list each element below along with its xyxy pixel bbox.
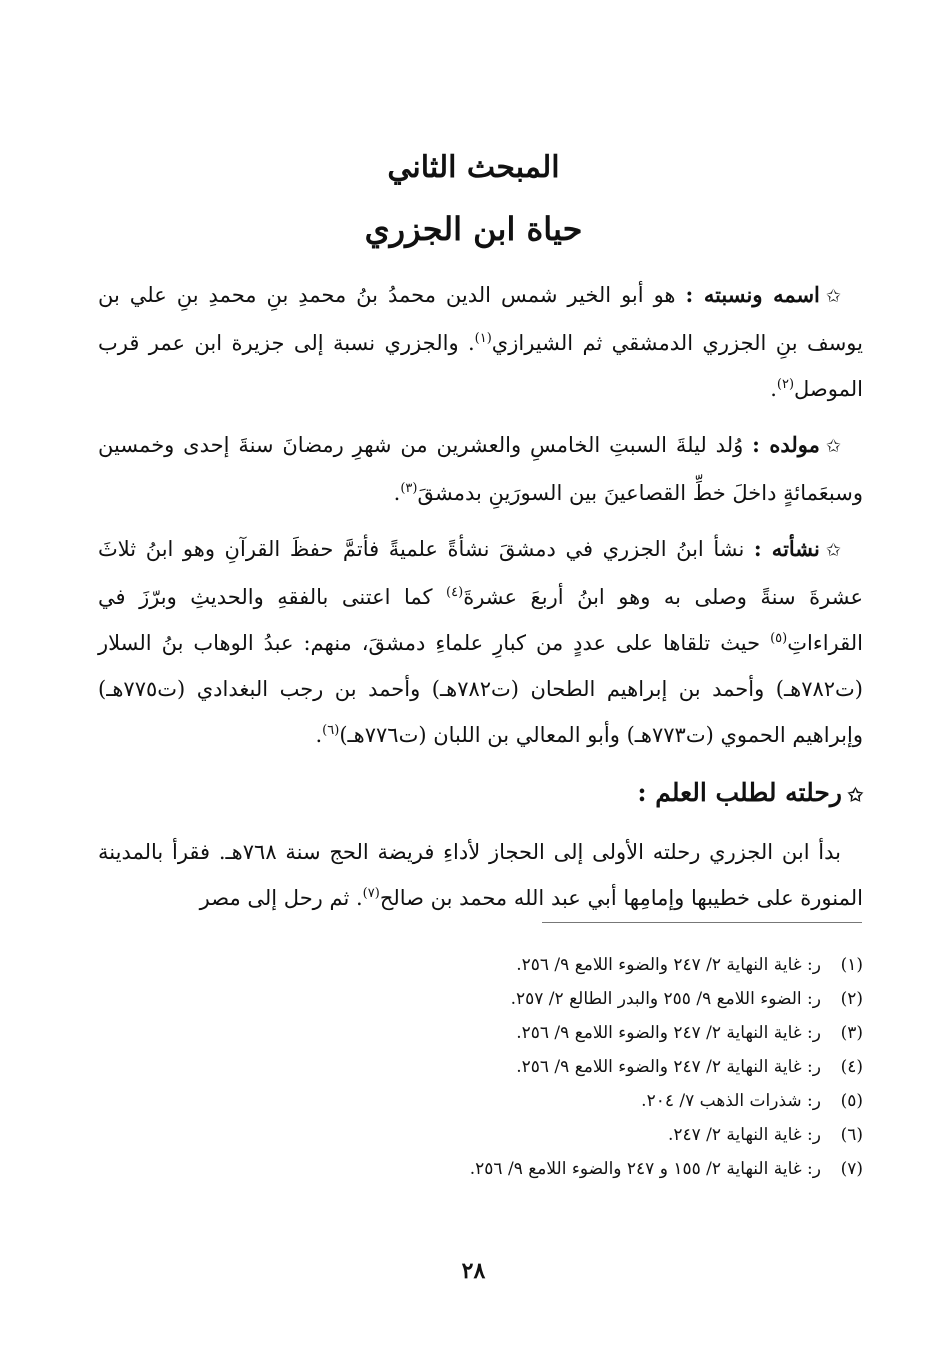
footnote-number: (٢) [840,989,863,1009]
chapter-subtitle: حياة ابن الجزري [364,210,583,248]
footnote-text: ر: غاية النهاية ٢/ ٢٤٧ والضوء اللامع ٩/ ٢٥٦. [516,1057,821,1077]
text-segment: نشأ ابنُ الجزري في دمشقَ نشأةً علميةً فأتمَّ حفظَ القرآنِ وهو ابنُ ثلاثَ عشرةَ سنةً وصلى به وهو ابنُ أربعَ عشرةَ [98,537,863,609]
chapter-title: المبحث الثاني [387,150,560,185]
footnote-item [343,982,863,1016]
footnote-ref-2[interactable]: (٢) [776,377,795,392]
footnote-number: (٤) [840,1057,863,1077]
footnote-item [343,1084,863,1118]
footnote-number: (١) [840,955,863,975]
footnote-text: ر: شذرات الذهب ٧/ ٢٠٤. [641,1091,821,1111]
footnote-item [343,1152,863,1186]
footnote-number: (٦) [840,1125,863,1145]
text-segment: كما اعتنى بالفقهِ والحديثِ وبرّزَ في القراءاتِ [98,585,863,655]
footnote-ref-3[interactable]: (٣) [400,481,418,496]
text-segment: . [315,723,323,747]
footnote-ref-6[interactable]: (٦) [322,723,340,738]
footnote-text: ر: غاية النهاية ٢/ ٢٤٧ والضوء اللامع ٩/ ٢٥٦. [516,1023,821,1043]
footnote-item [343,1016,863,1050]
lead-birth: مولده : [752,432,820,457]
footnotes-list [343,948,863,1186]
lead-upbringing: نشأته : [753,536,820,561]
text-segment: . ثم رحل إلى مصر [199,886,363,910]
text-segment: وُلد ليلةَ السبتِ الخامسِ والعشرين من شهرِ رمضانَ سنةَ إحدى وخمسين وسبعَمائةٍ داخلَ خطِّ القصاعينَ بين السورَينِ بدمشقَ [98,433,863,505]
footnote-text: ر: الضوء اللامع ٩/ ٢٥٥ والبدر الطالع ٢/ ٢٥٧. [510,989,821,1009]
lead-name-lineage: اسمه ونسبته : [685,282,820,307]
paragraph-birth [98,422,863,516]
star-icon: ✩ [825,540,841,561]
footnote-item [343,1118,863,1152]
text-segment: . والجزري نسبة إلى جزيرة ابن عمر قرب الموصل [98,331,863,401]
section-heading-journey [98,768,863,821]
text-segment: . [393,481,401,505]
footnote-ref-7[interactable]: (٧) [362,886,380,901]
footnote-number: (٧) [840,1159,863,1179]
footnote-text: ر: غاية النهاية ٢/ ٢٤٧ والضوء اللامع ٩/ ٢٥٦. [516,955,821,975]
star-icon: ✩ [825,436,841,457]
paragraph-journey [98,829,863,921]
star-icon: ✩ [847,785,863,806]
footnote-item [343,948,863,982]
text-segment: . [770,377,777,401]
footnote-item [343,1050,863,1084]
body-text [98,272,863,931]
text-segment: حيث تلقاها على عددٍ من كبارِ علماءِ دمشقَ، منهم: عبدُ الوهاب بنُ السلار (ت٧٨٢هـ) وأحمد بن إبراهيم الطحان (ت٧٨٢هـ) وأحمد بن رجب البغدادي (ت٧٧٥هـ) وإبراهيم الحموي (ت٧٧٣هـ) وأبو المعالي بن اللبان (ت٧٧٦هـ) [98,631,863,747]
footnote-number: (٥) [840,1091,863,1111]
footnote-number: (٣) [840,1023,863,1043]
footnote-ref-4[interactable]: (٤) [446,585,464,600]
footnote-divider [542,922,862,923]
paragraph-upbringing [98,526,863,758]
text-segment: بدأ ابن الجزري رحلته الأولى إلى الحجاز لأداءِ فريضة الحج سنة ٧٦٨هـ. فقرأ بالمدينة المنورة على خطيبها وإمامِها أبي عبد الله محمد بن صالح [98,840,863,910]
section-heading-text: رحلته لطلب العلم : [637,778,842,807]
footnote-text: ر: غاية النهاية ٢/ ٢٤٧. [667,1125,821,1145]
footnote-ref-1[interactable]: (١) [474,331,492,346]
footnote-text: ر: غاية النهاية ٢/ ١٥٥ و ٢٤٧ والضوء اللامع ٩/ ٢٥٦. [469,1159,821,1179]
text-segment: هو أبو الخير شمس الدين محمدُ بنُ محمدِ بنِ محمدِ بنِ علي بن يوسف بنِ الجزري الدمشقي ثم الشيرازي [98,283,863,355]
paragraph-name-lineage [98,272,863,412]
footnote-ref-5[interactable]: (٥) [770,631,788,646]
page-number: ٢٨ [461,1258,486,1284]
star-icon: ✩ [825,286,841,307]
